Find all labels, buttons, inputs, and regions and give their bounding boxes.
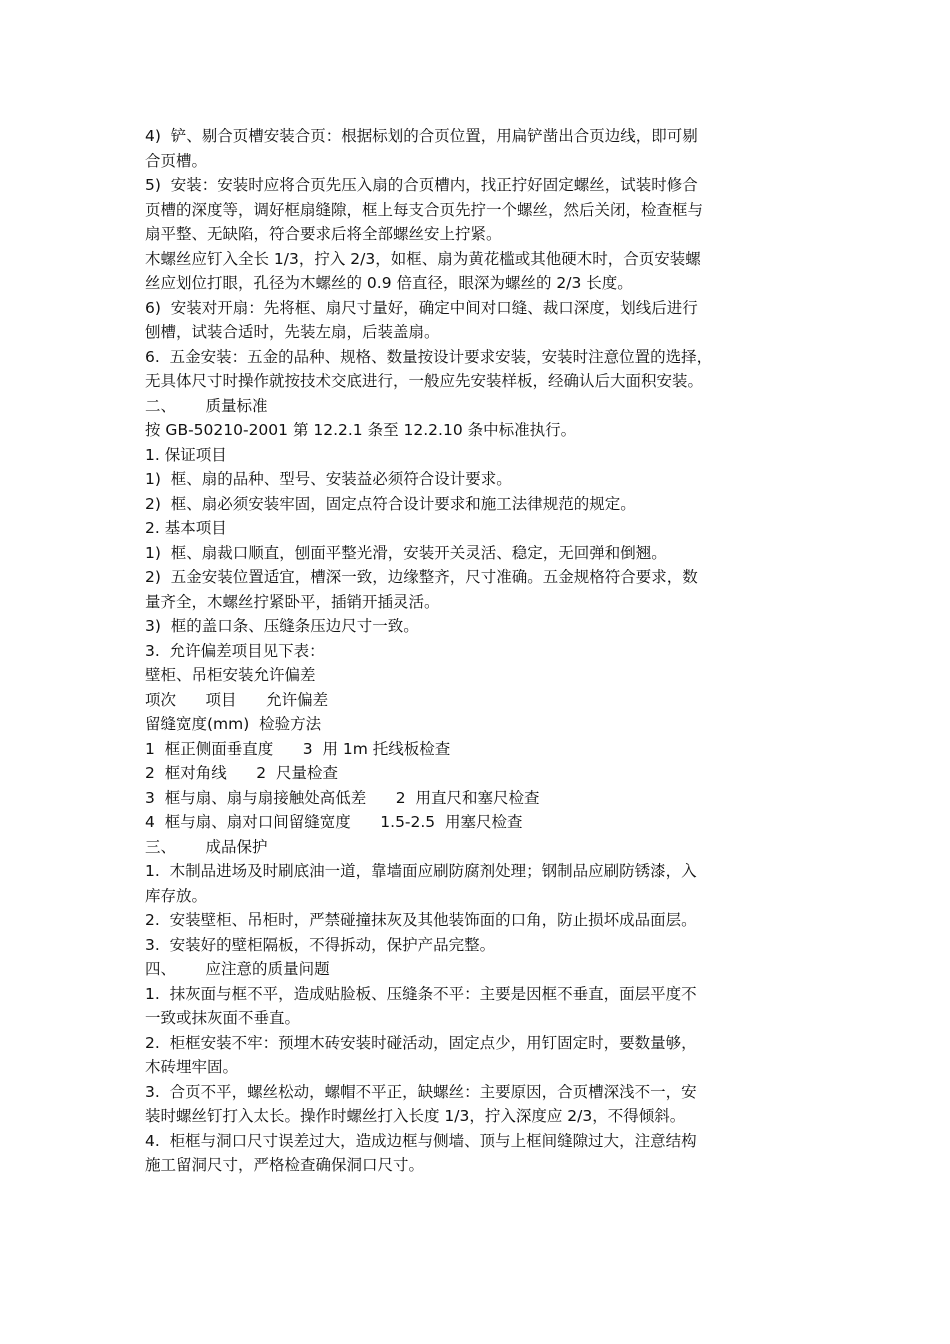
subheading-basic-items bbox=[145, 516, 815, 541]
text-line: 6) 安装对开扇：先将框、扇尺寸量好，确定中间对口缝、裁口深度，划线后进行 bbox=[145, 298, 698, 317]
text-line: 留缝宽度(mm) 检验方法 bbox=[145, 715, 322, 733]
document-body bbox=[145, 124, 815, 1178]
text-line: 2 框对角线 2 尺量检查 bbox=[145, 764, 338, 782]
text-line: 3. 安装好的壁柜隔板，不得拆动，保护产品完整。 bbox=[145, 935, 496, 954]
text-line: 施工留洞尺寸，严格检查确保洞口尺寸。 bbox=[145, 1156, 425, 1174]
text-line: 2) 框、扇必须安装牢固，固定点符合设计要求和施工法律规范的规定。 bbox=[145, 494, 636, 513]
text-line: 合页槽。 bbox=[145, 151, 208, 170]
text-line: 丝应划位打眼，孔径为木螺丝的 0.9 倍直径，眼深为螺丝的 2/3 长度。 bbox=[145, 274, 633, 292]
text-line: 壁柜、吊柜安装允许偏差 bbox=[145, 666, 316, 684]
text-line: 4 框与扇、扇对口间留缝宽度 1.5-2.5 用塞尺检查 bbox=[145, 813, 523, 831]
table-row bbox=[145, 810, 815, 835]
text-line: 1 框正侧面垂直度 3 用 1m 托线板检查 bbox=[145, 739, 451, 758]
list-item bbox=[145, 467, 815, 492]
paragraph-hardware bbox=[145, 345, 815, 394]
table-row bbox=[145, 761, 815, 786]
list-item bbox=[145, 1129, 815, 1178]
list-item bbox=[145, 492, 815, 517]
text-line: 3 框与扇、扇与扇接触处高低差 2 用直尺和塞尺检查 bbox=[145, 788, 540, 807]
text-line: 库存放。 bbox=[145, 886, 208, 905]
text-line: 刨槽，试装合适时，先装左扇，后装盖扇。 bbox=[145, 323, 440, 341]
table-row bbox=[145, 737, 815, 762]
text-line: 页槽的深度等，调好框扇缝隙，框上每支合页先拧一个螺丝，然后关闭，检查框与 bbox=[145, 200, 704, 219]
paragraph-wood-screw bbox=[145, 247, 815, 296]
text-line: 装时螺丝钉打入太长。操作时螺丝打入长度 1/3，拧入深度应 2/3，不得倾斜。 bbox=[145, 1107, 686, 1125]
text-line: 3. 合页不平，螺丝松动，螺帽不平正，缺螺丝：主要原因，合页槽深浅不一，安 bbox=[145, 1082, 697, 1101]
section-heading-quality-standard bbox=[145, 394, 815, 419]
text-line: 量齐全，木螺丝拧紧卧平，插销开插灵活。 bbox=[145, 592, 440, 611]
table-row bbox=[145, 786, 815, 811]
text-line: 4) 铲、剔合页槽安装合页：根据标划的合页位置，用扁铲凿出合页边线，即可剔 bbox=[145, 127, 698, 145]
text-line: 1) 框、扇裁口顺直，刨面平整光滑，安装开关灵活、稳定，无回弹和倒翘。 bbox=[145, 543, 667, 562]
text-line: 二、 质量标准 bbox=[145, 396, 268, 415]
subheading-guarantee-items bbox=[145, 443, 815, 468]
text-line: 1) 框、扇的品种、型号、安装益必须符合设计要求。 bbox=[145, 470, 512, 488]
list-item bbox=[145, 614, 815, 639]
table-header bbox=[145, 688, 815, 713]
paragraph-standard-reference bbox=[145, 418, 815, 443]
text-line: 四、 应注意的质量问题 bbox=[145, 960, 330, 978]
table-header bbox=[145, 712, 815, 737]
text-line: 2. 基本项目 bbox=[145, 519, 227, 537]
paragraph-installation bbox=[145, 173, 815, 247]
text-line: 2. 柜框安装不牢：预埋木砖安装时碰活动，固定点少，用钉固定时，要数量够， bbox=[145, 1033, 697, 1052]
text-line: 4. 柜框与洞口尺寸误差过大，造成边框与侧墙、顶与上框间缝隙过大，注意结构 bbox=[145, 1131, 697, 1150]
text-line: 1. 木制品进场及时刷底油一道，靠墙面应刷防腐剂处理；钢制品应刷防锈漆，入 bbox=[145, 862, 697, 880]
subheading-allowable-deviation bbox=[145, 639, 815, 664]
list-item bbox=[145, 565, 815, 614]
text-line: 6. 五金安装：五金的品种、规格、数量按设计要求安装，安装时注意位置的选择， bbox=[145, 347, 713, 366]
text-line: 5) 安装：安装时应将合页先压入扇的合页槽内，找正拧好固定螺丝，试装时修合 bbox=[145, 176, 698, 194]
text-line: 3) 框的盖口条、压缝条压边尺寸一致。 bbox=[145, 617, 419, 635]
text-line: 3. 允许偏差项目见下表： bbox=[145, 641, 325, 660]
table-caption bbox=[145, 663, 815, 688]
list-item bbox=[145, 908, 815, 933]
text-line: 木螺丝应钉入全长 1/3，拧入 2/3，如框、扇为黄花槛或其他硬木时，合页安装螺 bbox=[145, 249, 701, 268]
section-heading-product-protection bbox=[145, 835, 815, 860]
list-item bbox=[145, 1080, 815, 1129]
text-line: 三、 成品保护 bbox=[145, 837, 268, 856]
text-line: 按 GB-50210-2001 第 12.2.1 条至 12.2.10 条中标准执行。 bbox=[145, 421, 577, 439]
list-item bbox=[145, 1031, 815, 1080]
text-line: 项次 项目 允许偏差 bbox=[145, 690, 329, 709]
paragraph-hinge-groove bbox=[145, 124, 815, 173]
paragraph-double-sash bbox=[145, 296, 815, 345]
text-line: 2) 五金安装位置适宜，槽深一致，边缘整齐，尺寸准确。五金规格符合要求，数 bbox=[145, 568, 698, 586]
list-item bbox=[145, 541, 815, 566]
section-heading-quality-issues bbox=[145, 957, 815, 982]
text-line: 一致或抹灰面不垂直。 bbox=[145, 1009, 301, 1027]
text-line: 1. 保证项目 bbox=[145, 445, 227, 464]
text-line: 无具体尺寸时操作就按技术交底进行，一般应先安装样板，经确认后大面积安装。 bbox=[145, 372, 704, 390]
list-item bbox=[145, 982, 815, 1031]
text-line: 2. 安装壁柜、吊柜时，严禁碰撞抹灰及其他装饰面的口角，防止损坏成品面层。 bbox=[145, 911, 697, 929]
text-line: 1. 抹灰面与框不平，造成贴脸板、压缝条不平：主要是因框不垂直，面层平度不 bbox=[145, 984, 697, 1003]
list-item bbox=[145, 859, 815, 908]
text-line: 木砖埋牢固。 bbox=[145, 1058, 239, 1076]
text-line: 扇平整、无缺陷，符合要求后将全部螺丝安上拧紧。 bbox=[145, 225, 502, 243]
list-item bbox=[145, 933, 815, 958]
